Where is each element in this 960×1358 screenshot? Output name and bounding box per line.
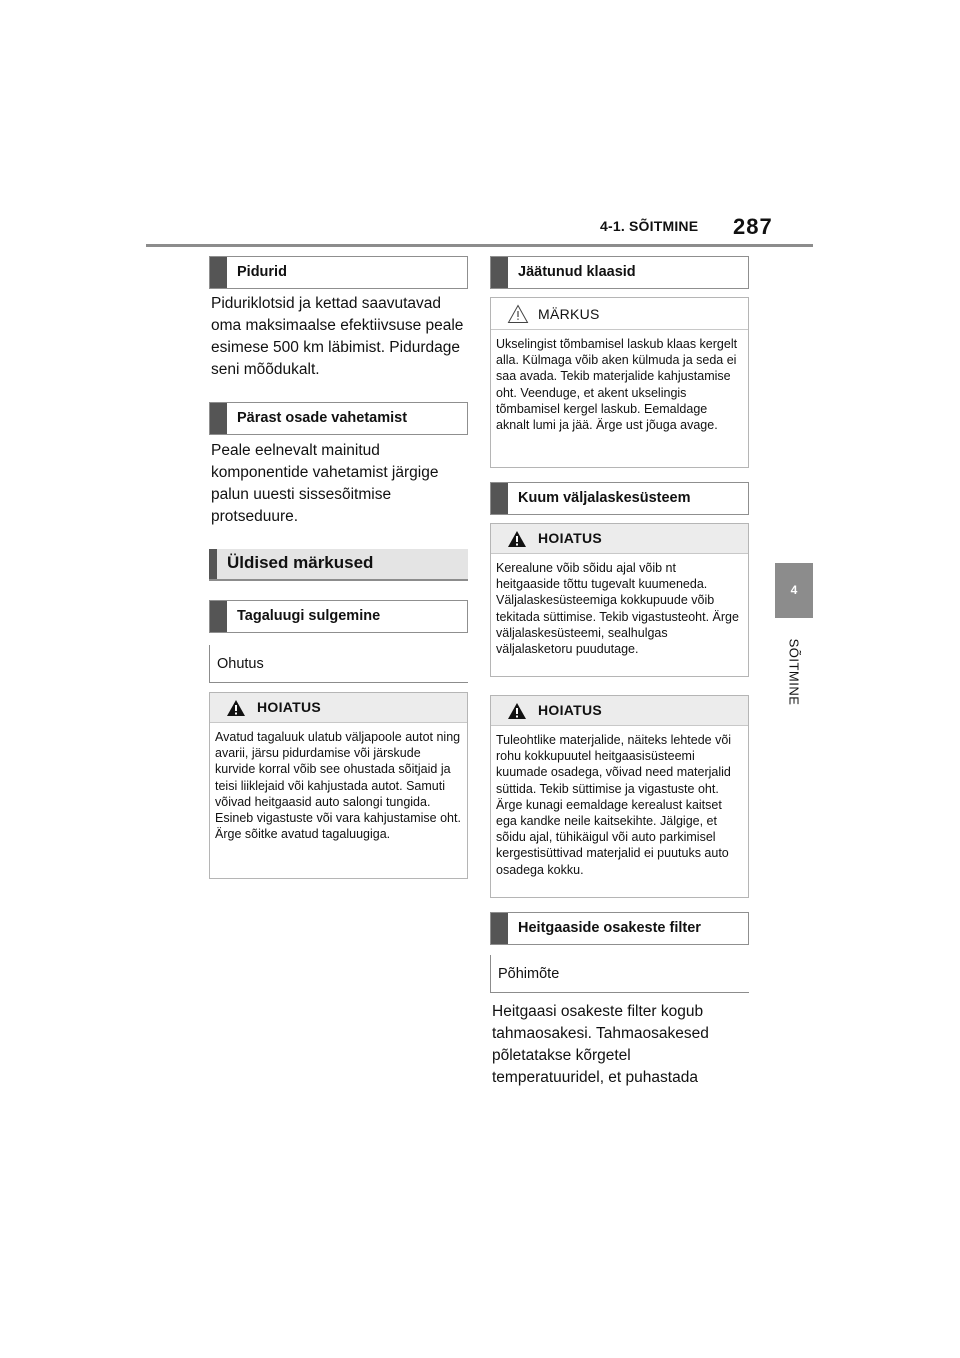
warning-box-text: Tuleohtlike materjalide, näiteks lehtede või rohu kokkupuutel heitgaasisüsteemi kuumade osadega, võivad need materjalid süttida. Tekib süttimise ja vigastuste oht. Ärge kunagi eemaldage kerealust kaitset ega kandke neile kaitsekihte. Jälgige, et sõidu ajal, tühikäigul või auto parkimisel kergestisüttivad materjalid ei puutuks auto osadega kokku. [496,733,732,877]
pohimote-paragraph: Heitgaasi osakeste filter kogub tahmaosakesi. Tahmaosakesed põletatakse kõrgetel temperatuuridel, et puhastada [492,1003,709,1086]
heading-tagaluugi-text: Tagaluugi sulgemine [237,608,381,624]
note-box-text: Ukselingist tõmbamisel laskub klaas kergelt alla. Külmaga võib aken külmuda ja seda ei saa avada. Tekib materjalide kahjustamise oht. Veenduge, et akent ukselingis tõmbamisel kergel laskub. Eemaldage aknalt lumi ja jää. Ärge ust jõuga avage. [496,337,738,433]
heading-bar [491,483,508,514]
warning-box-text: Avatud tagaluuk ulatub väljapoole autot ning avarii, järsu pidurdamise või järskude kurvide korral võib see ohustada sõitjaid ja teisi liiklejaid või kahjustada autot. Samuti võivad heitgaasid auto salongi tungida. Esineb vigastuste või vara kahjustamise oht. Ärge sõitke avatud tagaluugiga. [215,730,461,842]
warning-triangle-icon [507,702,527,720]
section-heading-bar [209,549,217,579]
heading-bar [210,601,227,632]
note-box-jaatunud [490,297,749,468]
section-heading-text: Üldised märkused [227,553,374,572]
caution-outline-triangle-icon [507,304,529,324]
heading-bar [210,403,227,434]
warning-box-tagaluuk [209,692,468,879]
label-ohutus [209,645,468,683]
warning-box-header [491,524,748,554]
pidurid-paragraph: Piduriklotsid ja kettad saavutavad oma maksimaalse efektiivsuse peale esimese 500 km läbimist. Pidurdage seni mõõdukalt. [211,295,464,378]
heading-pidurid-text: Pidurid [237,264,287,280]
note-box-header [491,298,748,330]
heading-bar [491,913,508,944]
label-ohutus-text: Ohutus [217,656,264,672]
page-number: 287 [733,214,773,239]
warning-box-kuum-1 [490,523,749,677]
warning-triangle-icon [507,530,527,548]
section-title: 4-1. SÕITMINE [600,218,699,234]
warning-box-header [210,693,467,723]
warning-box-text: Kerealune võib sõidu ajal võib nt heitgaaside tõttu tugevalt kuumeneda. Väljalaskesüsteemiga kokkupuude võib tekitada süttimise. Tekib vigastusteoht. Ärge väljalaskesüsteemi, sealhulgas väljalasketoru puudutage. [496,561,739,657]
warning-box-kuum-2 [490,695,749,898]
parast-paragraph: Peale eelnevalt mainitud komponentide vahetamist järgige palun uuesti sissesõitmise protseduure. [211,442,439,525]
heading-heitgaaside-osakeste-filter [490,912,749,945]
label-pohimote-text: Põhimõte [498,966,560,982]
heading-kuum-valjalaskesusteem [490,482,749,515]
chapter-tab-number: 4 [775,563,813,618]
heading-pidurid [209,256,468,289]
warning-box-title: HOIATUS [257,699,322,715]
heading-jaatunud-text: Jäätunud klaasid [518,264,636,280]
heading-parast-osade-vahetamist [209,402,468,435]
warning-box-title: HOIATUS [538,530,603,546]
label-pohimote [490,955,749,993]
heading-parast-text: Pärast osade vahetamist [237,410,408,426]
heading-jaatunud-klaasid [490,256,749,289]
warning-box-header [491,696,748,726]
heading-bar [210,257,227,288]
warning-box-title: HOIATUS [538,702,603,718]
chapter-tab-label [772,632,816,712]
section-heading-uldised-markused [209,549,468,581]
warning-triangle-icon [226,699,246,717]
header-rule [146,244,813,247]
heading-kuum-text: Kuum väljalaskesüsteem [518,490,691,506]
heading-heitgaaside-text: Heitgaaside osakeste filter [518,920,701,936]
chapter-tab-label-text: SÕITMINE [786,638,802,706]
heading-bar [491,257,508,288]
note-box-title: MÄRKUS [538,306,600,322]
heading-tagaluugi-sulgemine [209,600,468,633]
